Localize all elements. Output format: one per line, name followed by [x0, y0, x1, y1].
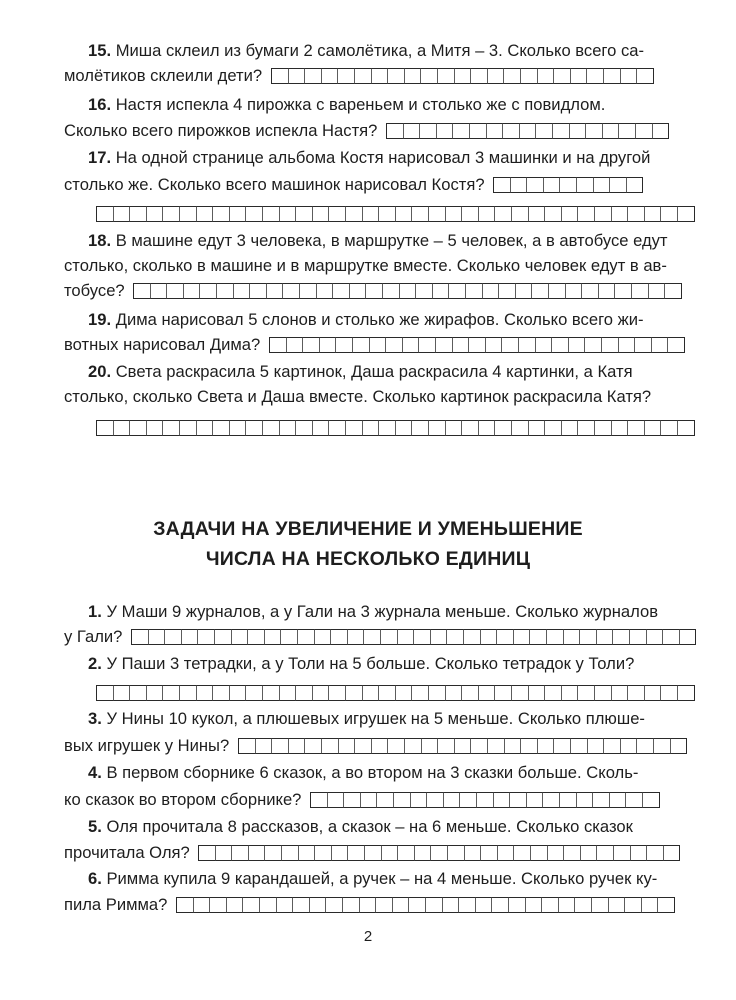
problem-number: 16. — [88, 95, 112, 114]
answer-grid-cells[interactable] — [198, 845, 680, 861]
problem-text: Миша склеил из бумаги 2 самолётика, а Митя – 3. Сколько всего са- — [115, 41, 645, 60]
problem-16-line-2 — [64, 118, 669, 144]
problem-number: 19. — [88, 310, 112, 329]
problem-text: у Гали? — [64, 627, 123, 646]
problem-5-line-2 — [64, 840, 680, 866]
problem-20-line-2 — [64, 384, 651, 410]
problem-text: У Нины 10 кукол, а плюшевых игрушек на 5 меньше. Сколько плюше- — [106, 709, 645, 728]
answer-grid[interactable] — [310, 792, 660, 808]
problem-text: Света раскрасила 5 картинок, Даша раскрасила 4 картинки, а Катя — [115, 362, 633, 381]
problem-text: Римма купила 9 карандашей, а ручек – на 4 меньше. Сколько ручек ку- — [106, 869, 658, 888]
problem-text: прочитала Оля? — [64, 843, 190, 862]
answer-grid-cells[interactable] — [176, 897, 675, 913]
answer-grid[interactable] — [198, 845, 680, 861]
problem-3-line-2 — [64, 733, 687, 759]
problem-19-line-1 — [88, 307, 644, 333]
answer-grid-cells[interactable] — [131, 629, 696, 645]
problem-text: Оля прочитала 8 рассказов, а сказок – на 6 меньше. Сколько сказок — [106, 817, 633, 836]
problem-6-line-1 — [88, 866, 657, 892]
problem-text: молётиков склеили дети? — [64, 66, 263, 85]
answer-grid-cells[interactable] — [238, 738, 687, 754]
problem-17-line-1 — [88, 145, 650, 171]
section-title-line-1: ЗАДАЧИ НА УВЕЛИЧЕНИЕ И УМЕНЬШЕНИЕ — [153, 518, 583, 540]
answer-grid-border — [199, 845, 680, 860]
problem-text: ко сказок во втором сборнике? — [64, 790, 302, 809]
problem-20-line-1 — [88, 359, 633, 385]
problem-number: 1. — [88, 602, 102, 621]
problem-2-line-1 — [88, 651, 634, 677]
answer-grid[interactable] — [269, 337, 685, 353]
problem-number: 4. — [88, 763, 102, 782]
problem-5-line-1 — [88, 814, 633, 840]
problem-text: вых игрушек у Нины? — [64, 736, 230, 755]
problem-text: На одной странице альбома Костя нарисовал 3 машинки и на другой — [115, 148, 651, 167]
problem-number: 3. — [88, 709, 102, 728]
answer-grid-border — [387, 123, 669, 138]
problem-15-line-1 — [88, 38, 644, 64]
problem-18-line-1 — [88, 228, 668, 254]
answer-grid[interactable] — [96, 685, 695, 701]
problem-text: столько, сколько в машине и в маршрутке вместе. Сколько человек едут в ав- — [64, 256, 667, 275]
problem-18-line-2 — [64, 253, 667, 279]
problem-15-line-2 — [64, 63, 654, 89]
problem-text: тобусе? — [64, 281, 125, 300]
problem-number: 15. — [88, 41, 112, 60]
problem-text: столько же. Сколько всего машинок нарисовал Костя? — [64, 175, 485, 194]
answer-grid[interactable] — [131, 629, 696, 645]
problem-number: 6. — [88, 869, 102, 888]
problem-4-line-1 — [88, 760, 638, 786]
answer-grid[interactable] — [96, 206, 695, 222]
problem-number: 17. — [88, 148, 112, 167]
answer-grid-cells[interactable] — [269, 337, 685, 353]
section-title-line-2: ЧИСЛА НА НЕСКОЛЬКО ЕДИНИЦ — [205, 548, 531, 570]
problem-number: 20. — [88, 362, 112, 381]
answer-grid[interactable] — [133, 283, 682, 299]
problem-6-line-2 — [64, 892, 675, 918]
answer-grid-cells[interactable] — [133, 283, 682, 299]
problem-text: У Маши 9 журналов, а у Гали на 3 журнала меньше. Сколько журналов — [106, 602, 659, 621]
problem-text: Настя испекла 4 пирожка с вареньем и столько же с повидлом. — [115, 95, 606, 114]
problem-1-line-2 — [64, 624, 696, 650]
answer-grid[interactable] — [238, 738, 687, 754]
answer-grid-border — [494, 177, 643, 192]
answer-grid-cells[interactable] — [493, 177, 643, 193]
problem-18-line-3 — [64, 278, 682, 304]
problem-text: У Паши 3 тетрадки, а у Толи на 5 больше. Сколько тетрадок у Толи? — [106, 654, 635, 673]
answer-grid-cells[interactable] — [96, 685, 695, 701]
answer-grid-border — [134, 283, 682, 298]
problem-text: Сколько всего пирожков испекла Настя? — [64, 121, 378, 140]
problem-17-line-2 — [64, 172, 643, 198]
answer-grid[interactable] — [386, 123, 669, 139]
answer-grid[interactable] — [271, 68, 654, 84]
problem-text: вотных нарисовал Дима? — [64, 335, 261, 354]
problem-1-line-1 — [88, 599, 658, 625]
problem-text: В первом сборнике 6 сказок, а во втором на 3 сказки больше. Сколь- — [106, 763, 639, 782]
problem-text: Дима нарисовал 5 слонов и столько же жирафов. Сколько всего жи- — [115, 310, 644, 329]
problem-number: 5. — [88, 817, 102, 836]
problem-4-line-2 — [64, 787, 660, 813]
answer-grid[interactable] — [176, 897, 675, 913]
answer-grid-cells[interactable] — [386, 123, 669, 139]
problem-number: 2. — [88, 654, 102, 673]
answer-grid-border — [269, 337, 684, 352]
answer-grid-cells[interactable] — [96, 206, 695, 222]
answer-grid-cells[interactable] — [310, 792, 660, 808]
problem-text: столько, сколько Света и Даша вместе. Сколько картинок раскрасила Катя? — [64, 387, 652, 406]
problem-text: пила Римма? — [64, 895, 168, 914]
problem-text: В машине едут 3 человека, в маршрутке – 5 человек, а в автобусе едут — [115, 231, 668, 250]
problem-19-line-2 — [64, 332, 685, 358]
answer-grid[interactable] — [96, 420, 695, 436]
answer-grid[interactable] — [493, 177, 643, 193]
page-number: 2 — [363, 928, 373, 945]
answer-grid-border — [271, 68, 653, 83]
problem-16-line-1 — [88, 92, 605, 118]
problem-3-line-1 — [88, 706, 645, 732]
answer-grid-cells[interactable] — [96, 420, 695, 436]
answer-grid-border — [311, 792, 660, 807]
problem-number: 18. — [88, 231, 112, 250]
answer-grid-border — [238, 738, 686, 753]
answer-grid-cells[interactable] — [271, 68, 654, 84]
